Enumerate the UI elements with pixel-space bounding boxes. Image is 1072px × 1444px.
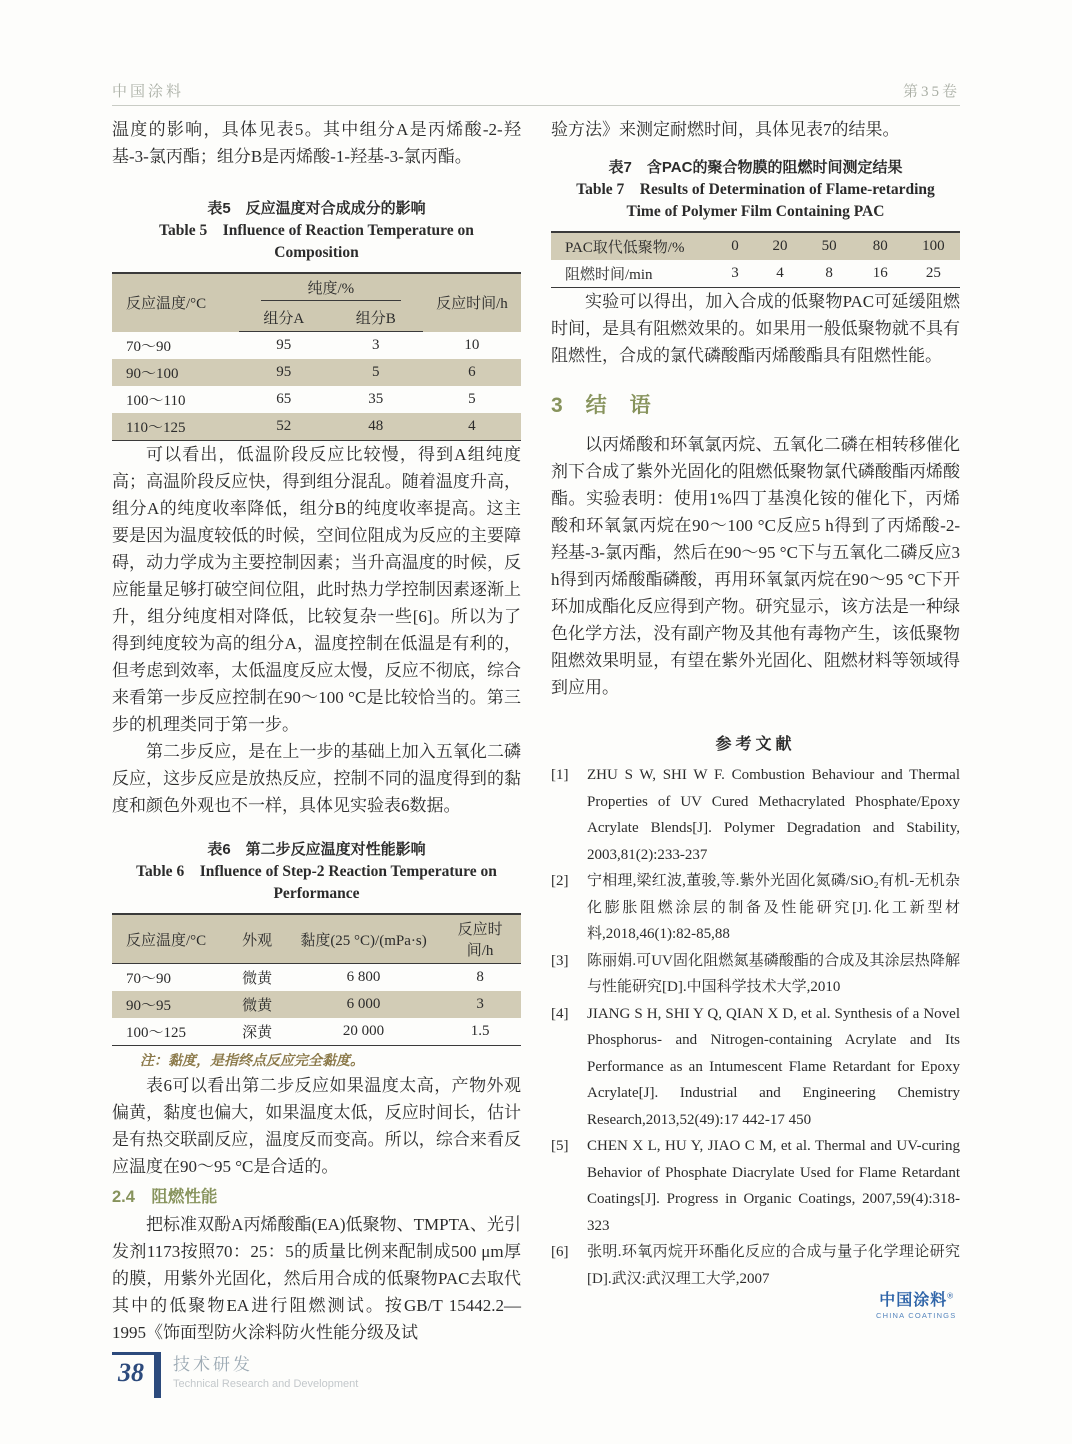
page-header [112, 80, 960, 106]
table7-caption-en2: Time of Polymer Film Containing PAC [626, 203, 885, 220]
table5-col-time: 反应时间/h [436, 296, 508, 313]
table5-col-temp: 反应温度/°C [126, 296, 207, 313]
table7-caption [551, 157, 960, 223]
table-row: 100～110 65 35 5 [126, 391, 476, 409]
reference-item [551, 948, 960, 1001]
paragraph: 实验可以得出，加入合成的低聚物PAC可延缓阻燃时间，是具有阻燃效果的。如果用一般低聚物就不具有阻燃性，合成的氯代磷酸酯丙烯酸酯具有阻燃性能。 [551, 292, 960, 365]
reference-number: [2] [551, 873, 569, 889]
reference-item [551, 1133, 960, 1239]
reference-number: [5] [551, 1138, 569, 1154]
paragraph: 可以看出，低温阶段反应比较慢，得到A组纯度高；高温阶段反应快，得到组分混乱。随着温度升高，组分A的纯度收率降低，组分B的纯度收率提高。这主要是因为温度较低的时候，空间位阻成为反应的主要障碍，动力学成为主要控制因素；当升高温度的时候，反应能量足够打破空间位阻，此时热力学控制因素逐渐上升，组分纯度相对降低，比较复杂一些[6]。所以为了得到纯度较为高的组分A，温度控制在低温是有利的，但考虑到效率，太低温度反应太慢，反应不彻底，综合来看第一步反应控制在90～100 °C是比较恰当的。第三步的机理类同于第一步。 [112, 445, 521, 734]
reference-text: 陈丽娟.可UV固化阻燃氮基磷酸酯的合成及其涂层热降解与性能研究[D].中国科学技术大学,2010 [587, 952, 960, 995]
table6-caption-en2: Performance [273, 885, 360, 902]
table6-caption [112, 839, 521, 905]
right-column [551, 116, 960, 1346]
china-coatings-logo [876, 1292, 956, 1320]
reference-text: CHEN X L, HU Y, JIAO C M, et al. Thermal and UV-curing Behavior of Phosphate Diacrylate Used for Flame Retardant Coatings[J]. Progress in Organic Coatings, 2007,59(4):318-323 [587, 1138, 960, 1234]
reference-number: [4] [551, 1005, 569, 1022]
section-heading-3: 3 结 语 [551, 394, 652, 417]
reference-number: [1] [551, 767, 569, 783]
table-row: 70～90 微黄 6 800 8 [126, 969, 484, 987]
table-row: 阻燃时间/min 3 4 8 16 25 [551, 260, 960, 288]
reference-item [551, 762, 960, 868]
table5-caption [112, 198, 521, 264]
reference-item [551, 868, 960, 948]
section-heading-2-4: 2.4 阻燃性能 [112, 1188, 218, 1206]
page-footer [112, 1352, 358, 1398]
table5-caption-en2: Composition [274, 244, 359, 261]
reference-text: 张明.环氧丙烷开环酯化反应的合成与量子化学理论研究[D].武汉:武汉理工大学,2007 [587, 1244, 960, 1287]
reference-text: 宁相理,梁红波,董骏,等.紫外光固化氮磷/SiO₂有机-无机杂化膨胀阻燃涂层的制备及性能研究[J].化工新型材料,2018,46(1):82-85,88 [587, 873, 960, 942]
footer-section-cn: 技术研发 [173, 1355, 253, 1374]
paragraph: 把标准双酚A丙烯酸酯(EA)低聚物、TMPTA、光引发剂1173按照70：25：5的质量比例来配制成500 μm厚的膜，用紫外光固化，然后用合成的低聚物PAC去取代其中的低聚物EA进行阻燃测试。按GB/T 15442.2—1995《饰面型防火涂料防火性能分级及试 [112, 1215, 521, 1342]
two-column-layout [112, 116, 960, 1346]
logo-text-cn: 中国涂料 [879, 1292, 948, 1309]
journal-name: 中国涂料 [112, 84, 185, 100]
table-row: 110～125 52 48 4 [112, 413, 521, 441]
reference-item [551, 1001, 960, 1134]
table5-caption-en: Table 5 Influence of Reaction Temperature on [159, 222, 474, 239]
footer-section-en: Technical Research and Development [173, 1378, 359, 1390]
footer-bar-icon [154, 1352, 161, 1398]
table5-col-purity: 纯度/% [239, 273, 423, 304]
table-row: 90～95 微黄 6 000 3 [112, 991, 521, 1018]
table5-caption-cn: 表5 反应温度对合成成分的影响 [207, 200, 426, 217]
paragraph: 第二步反应，是在上一步的基础上加入五氧化二磷反应，这步反应是放热反应，控制不同的温度得到的黏度和颜色外观也不一样，具体见实验表6数据。 [112, 742, 521, 815]
paragraph: 验方法》来测定耐燃时间，具体见表7的结果。 [551, 120, 900, 139]
table7-caption-cn: 表7 含PAC的聚合物膜的阻燃时间测定结果 [608, 159, 903, 176]
logo-text-en: CHINA COATINGS [876, 1310, 957, 1320]
table5-col-a: 组分A [239, 304, 329, 332]
paragraph: 以丙烯酸和环氧氯丙烷、五氧化二磷在相转移催化剂下合成了紫外光固化的阻燃低聚物氯代磷酸酯丙烯酸酯。实验表明：使用1%四丁基溴化铵的催化下，丙烯酸和环氧氯丙烷在90～100 °C反应5 h得到了丙烯酸-2-羟基-3-氯丙酯，然后在90～95 °C下与五氧化二磷反应3 h得到丙烯酸酯磷酸，再用环氧氯丙烷在90～95 °C下开环加成酯化反应得到产物。研究显示，该方法是一种绿色化学方法，没有副产物及其他有毒物产生，该低聚物阻燃效果明显，有望在紫外光固化、阻燃材料等领域得到应用。 [551, 435, 960, 697]
page-number-flag [112, 1352, 161, 1398]
table-row: PAC取代低聚物/% 0 20 50 80 100 [551, 232, 960, 260]
table5-col-b: 组分B [329, 304, 423, 332]
references-title: 参考文献 [715, 736, 796, 753]
reference-text: ZHU S W, SHI W F. Combustion Behaviour and Thermal Properties of UV Cured Methacrylated Phosphate/Epoxy Acrylate Blends[J]. Polymer Degradation and Stability, 2003,81(2):233-237 [587, 767, 960, 863]
table-row: 100～125 深黄 20 000 1.5 [112, 1018, 521, 1046]
table6-caption-en: Table 6 Influence of Step-2 Reaction Temperature on [136, 863, 497, 880]
table-row: 90～100 95 5 6 [112, 359, 521, 386]
reference-number: [6] [551, 1244, 569, 1260]
table5 [112, 272, 521, 441]
table7 [551, 231, 960, 288]
table6-note: 注：黏度，是指终点反应完全黏度。 [140, 1054, 364, 1069]
page-number: 38 [118, 1358, 144, 1387]
reference-number: [3] [551, 952, 569, 969]
table7-caption-en: Table 7 Results of Determination of Flame-retarding [576, 181, 935, 198]
registered-mark-icon: ® [947, 1291, 954, 1301]
left-column [112, 116, 521, 1346]
table6: 反应温度/°C 外观 黏度(25 °C)/(mPa·s) 反应时间/h 70～90 微黄 6 800 8 90～95 微黄 6 000 3 100～125 深黄 20 000 1.5 [112, 913, 521, 1046]
table6-caption-cn: 表6 第二步反应温度对性能影响 [207, 841, 426, 858]
paragraph: 表6可以看出第二步反应如果温度太高，产物外观偏黄，黏度也偏大，如果温度太低，反应时间长，估计是有热交联副反应，温度反而变高。所以，综合来看反应温度在90～95 °C是合适的。 [112, 1076, 521, 1176]
reference-item [551, 1239, 960, 1292]
paragraph: 温度的影响，具体见表5。其中组分A是丙烯酸-2-羟基-3-氯丙酯；组分B是丙烯酸-1-羟基-3-氯丙酯。 [112, 120, 521, 166]
reference-text: JIANG S H, SHI Y Q, QIAN X D, et al. Synthesis of a Novel Phosphorus- and Nitrogen-containing Acrylate and Its Performance as an Intumescent Flame Retardant for Epoxy Acrylate[J]. Industrial and Engineering Chemistry Research,2013,52(49):17 442-17 450 [587, 1005, 960, 1128]
volume-label: 第35卷 [902, 84, 960, 100]
table-row: 70～90 95 3 10 [126, 336, 480, 355]
